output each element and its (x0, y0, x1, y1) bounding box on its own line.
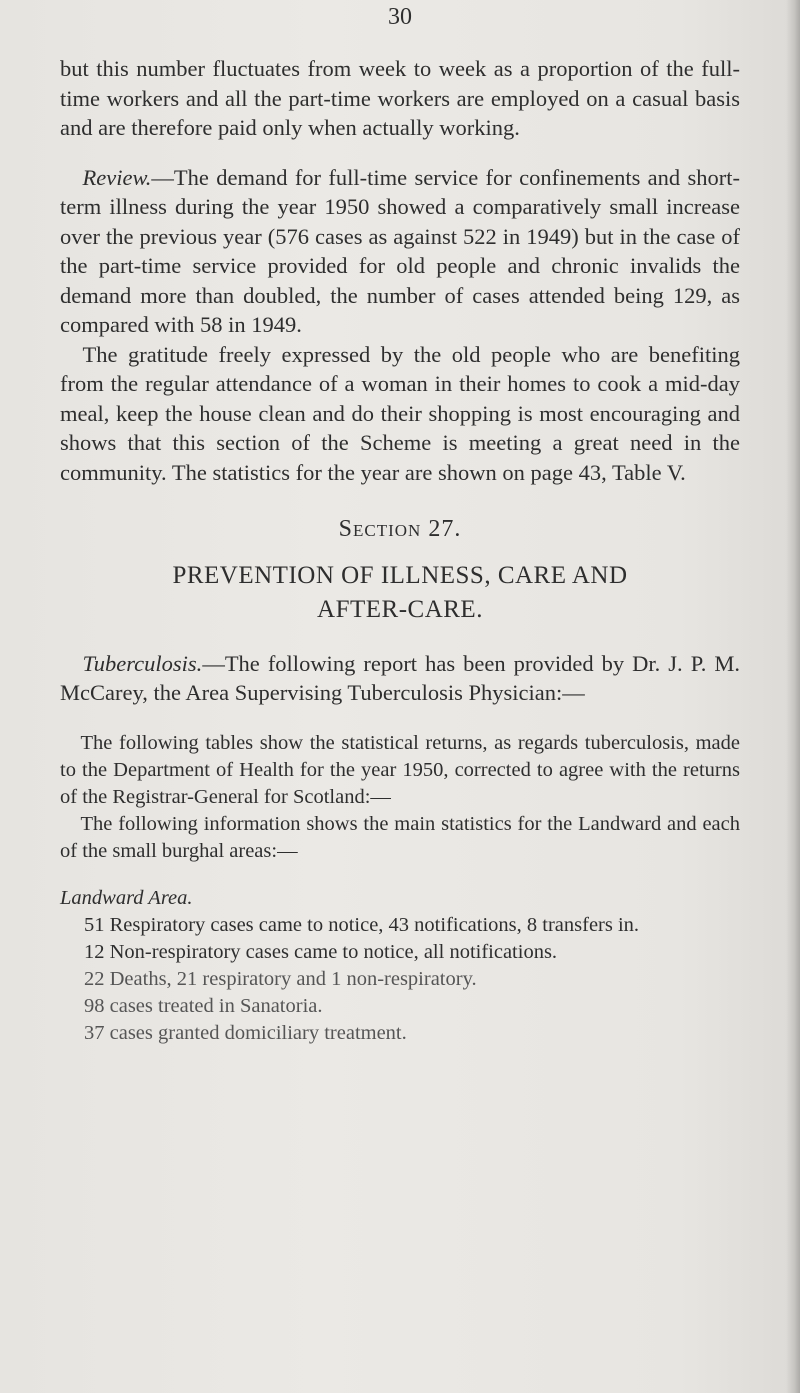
list-item: 98 cases treated in Sanatoria. (84, 994, 323, 1017)
section-label: Section 27. (338, 516, 462, 542)
landward-heading: Landward Area. (60, 886, 193, 909)
list-item: 37 cases granted domiciliary treatment. (84, 1021, 407, 1044)
paragraph-continuation: but this number fluctuates from week to week as a proportion of the full-time workers and all the part-time workers are employed on a casual basis and are therefore paid only when actually working. (60, 56, 740, 140)
tuberculosis-notes (60, 730, 740, 1047)
list-item: 22 Deaths, 21 respiratory and 1 non-respiratory. (84, 967, 477, 990)
page-content (60, 54, 740, 1047)
list-item: 51 Respiratory cases came to notice, 43 notifications, 8 transfers in. (84, 913, 640, 936)
paragraph-tables-note (60, 730, 740, 811)
section-title-line2: AFTER-CARE. (317, 595, 483, 623)
info-note-text: The following information shows the main statistics for the Landward and each of the small burghal areas:— (60, 812, 740, 862)
landward-list (60, 912, 740, 1047)
page-edge-shadow (786, 0, 800, 1393)
section-title-line1: PREVENTION OF ILLNESS, CARE AND (172, 561, 628, 589)
paragraph-gratitude (60, 340, 740, 488)
paragraph-tuberculosis (60, 649, 740, 708)
tuberculosis-intro: —The following report has been provided by Dr. J. P. M. McCarey, the Area Supervising Tuberculosis Physician:— (60, 650, 740, 705)
gratitude-text: The gratitude freely expressed by the old people who are benefiting from the regular attendance of a woman in their homes to cook a mid-day meal, keep the house clean and do their shopping is most encouraging and shows that this section of the Scheme is meeting a great need in the community. The statistics for the year are shown on page 43, Table V. (60, 341, 740, 485)
tuberculosis-label: Tuberculosis. (82, 650, 203, 676)
paragraph-info-note (60, 811, 740, 865)
paragraph-review (60, 163, 740, 340)
review-text: —The demand for full-time service for confinements and short-term illness during the year 1950 showed a comparatively small increase over the previous year (576 cases as against 522 in 1949) but in the case of the part-time service provided for old people and chronic invalids the demand more than doubled, the number of cases attended being 129, as compared with 58 in 1949. (60, 164, 740, 337)
tables-note-text: The following tables show the statistical returns, as regards tuberculosis, made to the Department of Health for the year 1950, corrected to agree with the returns of the Registrar-General for Scotland:— (60, 731, 740, 808)
list-item: 12 Non-respiratory cases came to notice, all notifications. (84, 940, 558, 963)
page-number: 30 (388, 4, 412, 30)
review-label: Review. (82, 164, 152, 190)
